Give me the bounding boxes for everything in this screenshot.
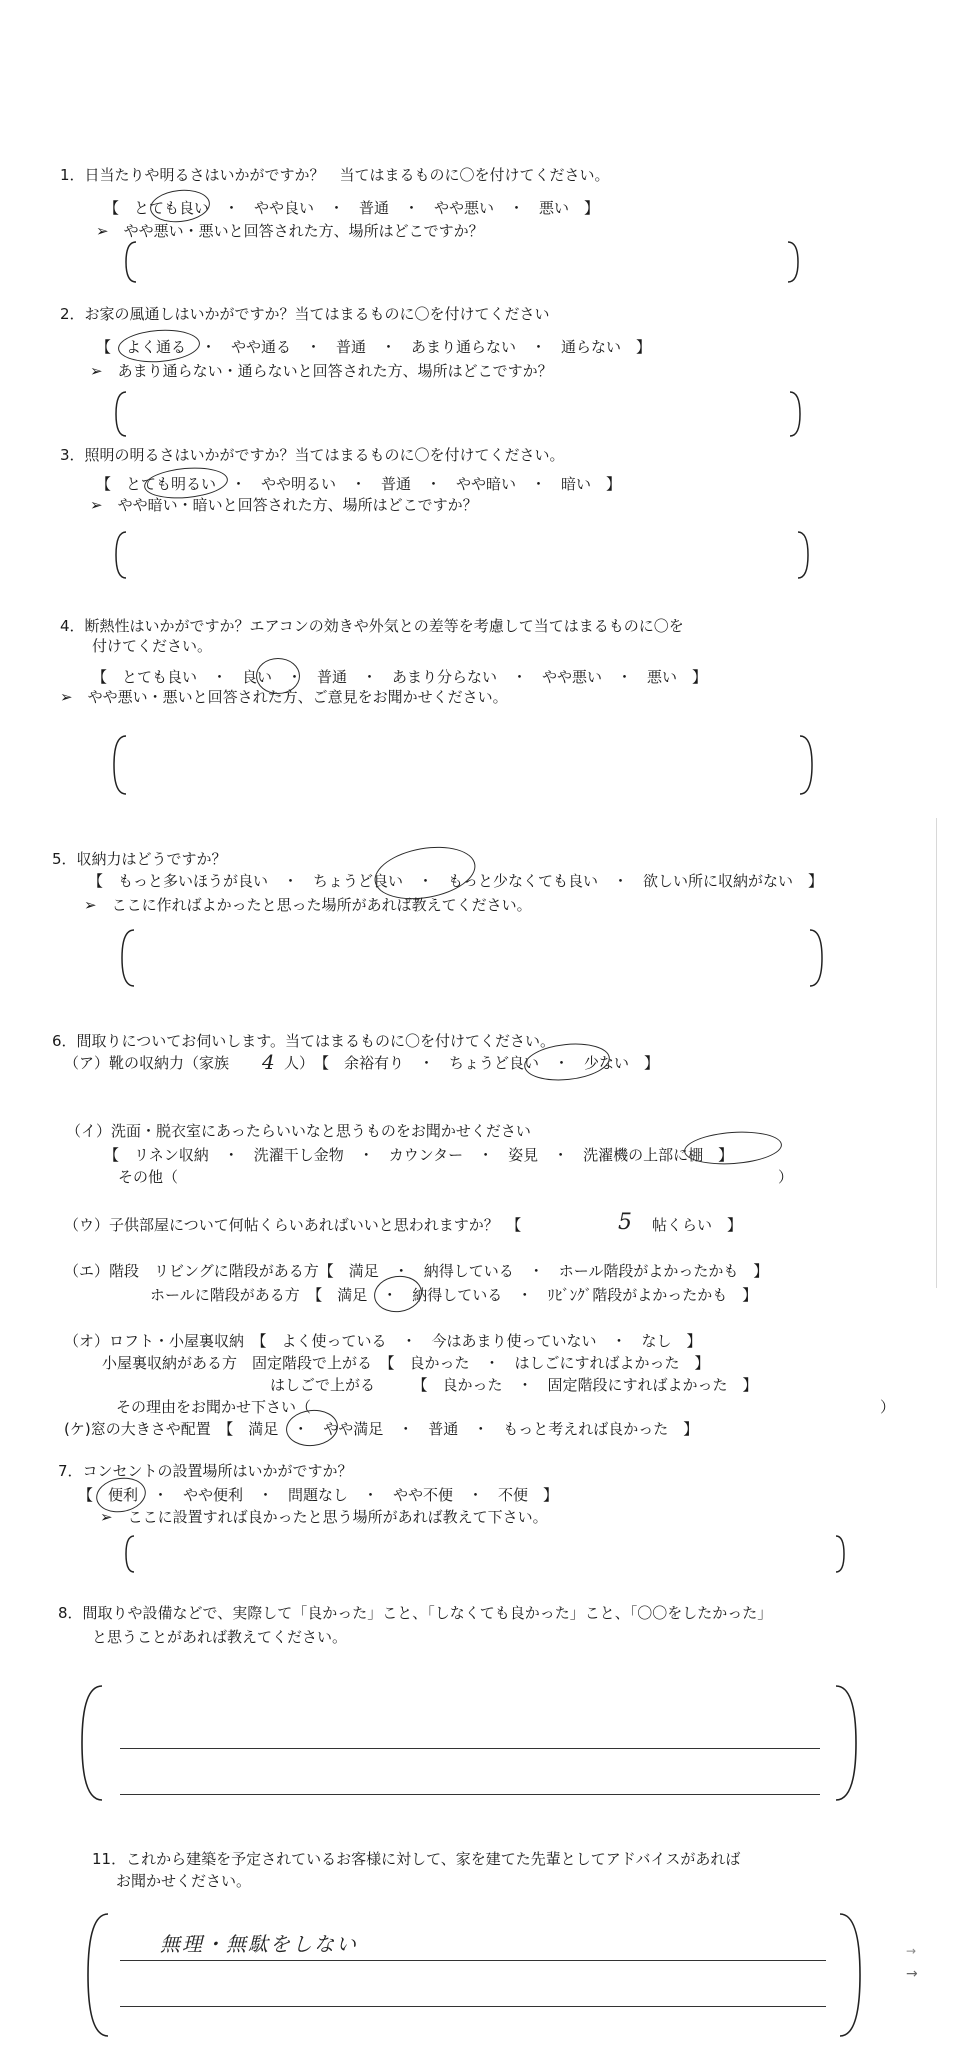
q5-answer-box[interactable] xyxy=(120,928,824,988)
q6-o-sub2[interactable]: はしごで上がる 【 良かった ・ 固定階段にすればよかった 】 xyxy=(270,1376,758,1394)
q6-o-reason[interactable]: その理由をお聞かせ下さい（ xyxy=(116,1398,312,1416)
q11-title-line1: 11．これから建築を予定されているお客様に対して、家を建てた先輩としてアドバイスがあれば xyxy=(92,1850,741,1868)
q8-title-line1: 8．間取りや設備などで、実際して「良かった」こと、「しなくても良かった」こと、「〇〇をしたかった」 xyxy=(58,1604,773,1622)
q4-options[interactable]: 【 とても良い ・ 良い ・ 普通 ・ あまり分らない ・ やや悪い ・ 悪い 】 xyxy=(92,668,708,686)
q2-follow: ➢ あまり通らない・通らないと回答された方、場所はどこですか？ xyxy=(90,362,553,380)
q6-a-family-count[interactable]: 4 xyxy=(262,1050,275,1074)
q5-title: 5．収納力はどうですか？ xyxy=(52,850,227,868)
margin-arrow-1: → xyxy=(906,1944,917,1958)
q6-o-line[interactable]: （オ）ロフト・小屋裏収納 【 よく使っている ・ 今はあまり使っていない ・ なし 】 xyxy=(64,1332,702,1350)
q4-answer-box[interactable] xyxy=(112,734,814,796)
q2-answer-circle xyxy=(117,327,201,365)
q6-u-label: （ウ）子供部屋について何帖くらいあればいいと思われますか？ 【 xyxy=(64,1216,522,1234)
q6-u-size[interactable]: 5 xyxy=(618,1210,632,1235)
q8-answer-box[interactable] xyxy=(80,1684,858,1802)
q5-follow: ➢ ここに作ればよかったと思った場所があれば教えてください。 xyxy=(84,896,532,914)
q1-answer-box[interactable] xyxy=(124,240,800,284)
q6-i-answer-circle xyxy=(683,1129,783,1168)
q5-options[interactable]: 【 もっと多いほうが良い ・ ちょうど良い ・ もっと少なくても良い ・ 欲しい所に収納がない 】 xyxy=(88,872,824,890)
q2-options[interactable]: 【 よく通る ・ やや通る ・ 普通 ・ あまり通らない ・ 通らない 】 xyxy=(96,338,652,356)
q11-answer-box[interactable] xyxy=(86,1912,862,2038)
q7-answer-box[interactable] xyxy=(124,1534,846,1574)
q6-title: 6．間取りについてお伺いします。当てはまるものに〇を付けてください。 xyxy=(52,1032,556,1050)
q1-follow: ➢ やや悪い・悪いと回答された方、場所はどこですか？ xyxy=(96,222,484,240)
q6-o-reason-close: ） xyxy=(880,1398,896,1416)
q8-answer-line-1 xyxy=(120,1748,820,1749)
q8-answer-line-2 xyxy=(120,1794,820,1795)
q11-handwritten-answer[interactable]: 無理・無駄をしない xyxy=(160,1932,358,1956)
q6-e-line2[interactable]: ホールに階段がある方 【 満足 ・ 納得している ・ ﾘﾋﾞﾝｸﾞ階段がよかったかも 】 xyxy=(150,1286,758,1304)
q7-title: 7．コンセントの設置場所はいかがですか？ xyxy=(58,1462,353,1480)
q6-o-sub1[interactable]: 小屋裏収納がある方 固定階段で上がる 【 良かった ・ はしごにすればよかった 】 xyxy=(102,1354,710,1372)
q3-options[interactable]: 【 とても明るい ・ やや明るい ・ 普通 ・ やや暗い ・ 暗い 】 xyxy=(96,475,622,493)
q7-options[interactable]: 【 便利 ・ やや便利 ・ 問題なし ・ やや不便 ・ 不便 】 xyxy=(78,1486,559,1504)
q1-options[interactable]: 【 とても良い ・ やや良い ・ 普通 ・ やや悪い ・ 悪い 】 xyxy=(104,199,600,217)
q3-title: 3．照明の明るさはいかがですか？当てはまるものに〇を付けてください。 xyxy=(60,446,565,464)
q7-follow: ➢ ここに設置すれば良かったと思う場所があれば教えて下さい。 xyxy=(100,1508,548,1526)
q11-answer-line-1 xyxy=(120,1960,826,1961)
q4-title-line1: 4．断熱性はいかがですか？エアコンの効きや外気との差等を考慮して当てはまるものに〇を xyxy=(60,617,684,635)
q6-u-rest: 帖くらい 】 xyxy=(652,1216,743,1234)
q1-title: 1．日当たりや明るさはいかがですか？ 当てはまるものに〇を付けてください。 xyxy=(60,166,610,184)
q4-follow: ➢ やや悪い・悪いと回答された方、ご意見をお聞かせください。 xyxy=(60,688,508,706)
q6-i-other-close: ） xyxy=(778,1168,794,1186)
q6-i-options[interactable]: 【 リネン収納 ・ 洗濯干し金物 ・ カウンター ・ 姿見 ・ 洗濯機の上部に棚 】 xyxy=(104,1146,734,1164)
q8-title-line2: と思うことがあれば教えてください。 xyxy=(92,1628,348,1646)
margin-arrow-2: → xyxy=(906,1966,918,1982)
q11-answer-line-2 xyxy=(120,2006,826,2007)
q6-i-other[interactable]: その他（ xyxy=(118,1168,179,1186)
q2-title: 2．お家の風通しはいかがですか？当てはまるものに〇を付けてください xyxy=(60,305,550,323)
q11-title-line2: お聞かせください。 xyxy=(116,1872,252,1890)
q6-a-options[interactable]: 人） 【 余裕有り ・ ちょうど良い ・ 少ない 】 xyxy=(284,1054,660,1072)
q3-answer-box[interactable] xyxy=(114,530,810,580)
q2-answer-box[interactable] xyxy=(114,390,802,438)
q3-follow: ➢ やや暗い・暗いと回答された方、場所はどこですか？ xyxy=(90,496,478,514)
q6-ke-line[interactable]: (ケ)窓の大きさや配置 【 満足 ・ やや満足 ・ 普通 ・ もっと考えれば良かった 】 xyxy=(64,1420,699,1438)
q6-a-label: （ア）靴の収納力（家族 xyxy=(64,1054,230,1072)
q1-answer-circle xyxy=(148,187,211,225)
q4-title-line2: 付けてください。 xyxy=(92,637,213,655)
scan-edge-line xyxy=(936,818,937,1288)
q6-i-label: （イ）洗面・脱衣室にあったらいいなと思うものをお聞かせください xyxy=(66,1122,531,1140)
q6-e-line1[interactable]: （エ）階段 リビングに階段がある方【 満足 ・ 納得している ・ ホール階段がよかったかも 】 xyxy=(64,1262,769,1280)
